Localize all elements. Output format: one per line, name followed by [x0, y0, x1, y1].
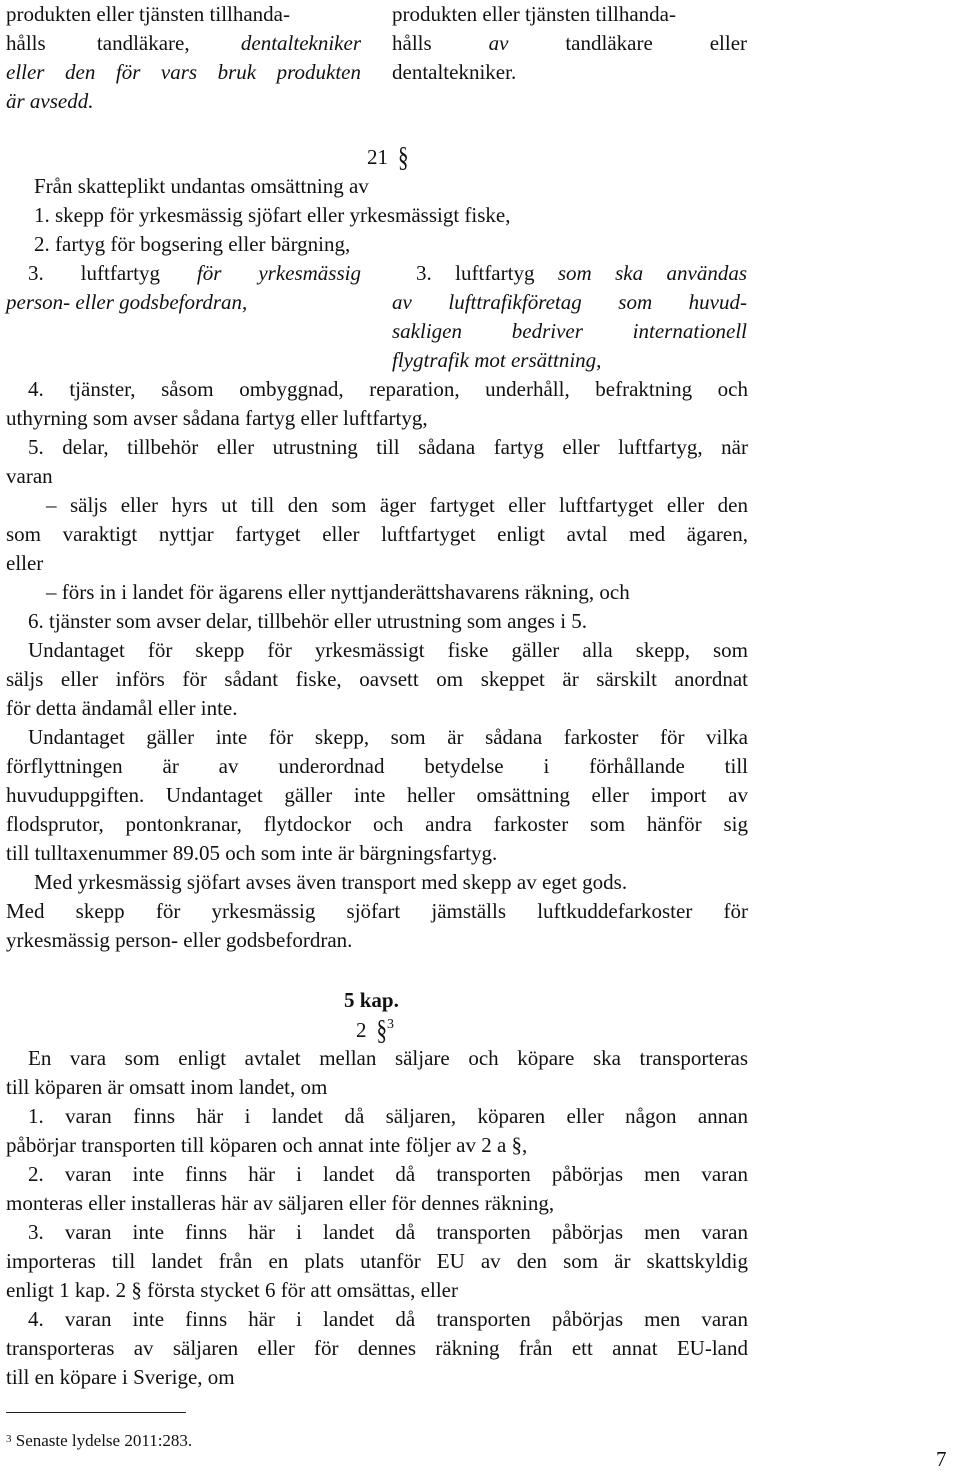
chapter5-body	[6, 1044, 748, 1392]
text-line: huvuduppgiften. Undantaget gäller inte heller omsättning eller import av	[6, 783, 748, 807]
text-line: monteras eller installeras här av säljaren eller för dennes räkning,	[6, 1191, 555, 1215]
text-line: 6. tjänster som avser delar, tillbehör eller utrustning som anges i 5.	[28, 609, 588, 633]
text-line: – förs in i landet för ägarens eller nyttjanderättshavarens räkning, och	[46, 580, 630, 604]
text-line: produkten eller tjänsten tillhanda-	[392, 2, 676, 26]
text-line: Från skatteplikt undantas omsättning av	[34, 174, 369, 198]
footnote-reference[interactable]: 3	[387, 1017, 394, 1032]
footnote-divider	[6, 1412, 186, 1413]
text-line: transporteras av säljaren eller för dennes räkning från ett annat EU-land	[6, 1336, 748, 1360]
text-line: är avsedd.	[6, 89, 94, 113]
text-line: påbörjar transporten till köparen och annat inte följer av 2 a §,	[6, 1133, 528, 1157]
text-line: person- eller godsbefordran,	[6, 290, 248, 314]
text-line: 3. luftfartyg som ska användas	[416, 261, 747, 285]
text-line: som varaktigt nyttjar fartyget eller luftfartyget enligt avtal med ägaren,	[6, 522, 748, 546]
sec21-intro	[6, 172, 748, 259]
text-line: 4. varan inte finns här i landet då transporten påbörjas men varan	[28, 1307, 748, 1331]
text-line: Med yrkesmässig sjöfart avses även transport med skepp av eget gods.	[34, 870, 628, 894]
text-line: av lufttrafikföretag som huvud-	[392, 290, 747, 314]
footnote	[6, 1430, 192, 1452]
text-line: för detta ändamål eller inte.	[6, 696, 238, 720]
text-line: Undantaget för skepp för yrkesmässigt fiske gäller alla skepp, som	[28, 638, 748, 662]
text-line: 3. luftfartyg för yrkesmässig	[28, 261, 361, 285]
section-heading-21: 21 §	[367, 140, 409, 174]
text-line: 5. delar, tillbehör eller utrustning till sådana fartyg eller luftfartyg, när	[28, 435, 748, 459]
item3-right-column	[392, 259, 747, 375]
text-line: 2. varan inte finns här i landet då transporten påbörjas men varan	[28, 1162, 748, 1186]
text-line: eller	[6, 551, 44, 575]
text-line: hålls tandläkare, dentaltekniker	[6, 31, 361, 55]
page-number: 7	[936, 1447, 947, 1471]
text-line: 1. varan finns här i landet då säljaren, köparen eller någon annan	[28, 1104, 748, 1128]
text-line: flygtrafik mot ersättning,	[392, 348, 602, 372]
text-line: Med skepp för yrkesmässig sjöfart jämställs luftkuddefarkoster för	[6, 899, 748, 923]
text-line: till tulltaxenummer 89.05 och som inte är bärgningsfartyg.	[6, 841, 498, 865]
text-line: dentaltekniker.	[392, 60, 517, 84]
text-line: sakligen bedriver internationell	[392, 319, 747, 343]
text-line: till en köpare i Sverige, om	[6, 1365, 235, 1389]
text-line: – säljs eller hyrs ut till den som äger fartyget eller luftfartyget eller den	[46, 493, 748, 517]
text-line: 3. varan inte finns här i landet då transporten påbörjas men varan	[28, 1220, 748, 1244]
text-line: 2. fartyg för bogsering eller bärgning,	[34, 232, 351, 256]
text-line: uthyrning som avser sådana fartyg eller luftfartyg,	[6, 406, 428, 430]
top-right-column	[392, 0, 747, 87]
text-line: En vara som enligt avtalet mellan säljare och köpare ska transporteras	[28, 1046, 748, 1070]
text-line: Undantaget gäller inte för skepp, som är sådana farkoster för vilka	[28, 725, 748, 749]
chapter-title: 5 kap.	[344, 988, 399, 1012]
text-line: 4. tjänster, såsom ombyggnad, reparation, underhåll, befraktning och	[28, 377, 748, 401]
top-left-column	[6, 0, 361, 116]
text-line: yrkesmässig person- eller godsbefordran.	[6, 928, 353, 952]
text-line: flodsprutor, pontonkranar, flytdockor och andra farkoster som hänför sig	[6, 812, 748, 836]
sec21-body	[6, 375, 748, 955]
text-line: enligt 1 kap. 2 § första stycket 6 för att omsättas, eller	[6, 1278, 458, 1302]
text-line: importeras till landet från en plats utanför EU av den som är skattskyldig	[6, 1249, 748, 1273]
text-line: hålls av tandläkare eller	[392, 31, 748, 55]
text-line: produkten eller tjänsten tillhanda-	[6, 2, 290, 26]
text-line: eller den för vars bruk produkten	[6, 60, 361, 84]
text-line: till köparen är omsatt inom landet, om	[6, 1075, 328, 1099]
text-line: förflyttningen är av underordnad betydelse i förhållande till	[6, 754, 748, 778]
section-heading-2: 2 §$^3$	[356, 1013, 394, 1047]
footnote-number: 3	[6, 1433, 12, 1445]
text-line: 1. skepp för yrkesmässig sjöfart eller yrkesmässigt fiske,	[34, 203, 511, 227]
text-line: varan	[6, 464, 53, 488]
item3-left-column	[6, 259, 361, 317]
footnote-text: Senaste lydelse 2011:283.	[11, 1431, 193, 1450]
text-line: säljs eller införs för sådant fiske, oavsett om skeppet är särskilt anordnat	[6, 667, 748, 691]
